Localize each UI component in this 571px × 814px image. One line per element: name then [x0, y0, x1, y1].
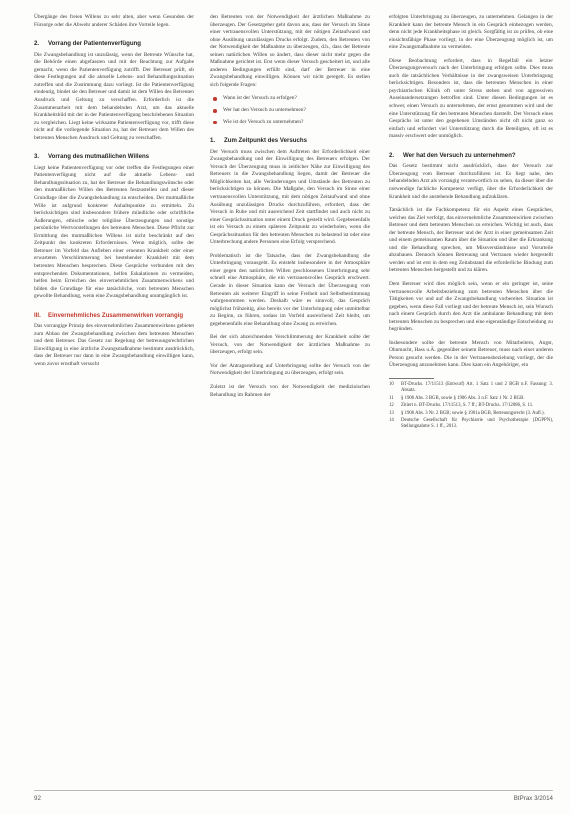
footnote-text: BT-Drucks. 17/11513 (Entwurf) Art. 1 Satz 1 und 2 BGB n.F. Fassung: 3. Absatz.: [401, 382, 553, 394]
paragraph: Zuletzt ist der Versuch von der Notwendigkeit der medizinischen Behandlung im Rahmen der: [210, 384, 370, 398]
section-heading: [34, 153, 194, 161]
column-left: [34, 14, 194, 375]
section-title: Einvernehmliches Zusammenwirken vorrangig: [48, 311, 184, 319]
list-item: Wann ist der Versuch zu erfolgen?: [210, 95, 370, 103]
paragraph: Liegt keine Patientenverfügung vor oder treffen die Festlegungen einer Patientenverfügung nicht auf die aktuelle Lebens- und Behandlungssituation zu, hat der Betreuer die Behandlungswünsche oder den mutmaßlichen Willen des Betreuten festzustellen und auf dieser Grundlage über die Zwangsbehandlung zu entscheiden. Der mutmaßliche Wille ist aufgrund konkreter Anhaltspunkte zu ermitteln. Zu berücksichtigen sind insbesondere frühere mündliche oder schriftliche Äußerungen, ethische oder religiöse Überzeugungen und sonstige persönliche Wertvorstellungen des betreuten Menschen. Diese Pflicht zur Ermittlung des mutmaßlichen Willens ist nicht beschränkt auf den Zeitpunkt des konkreten Erfordernisses. Wenn möglich, sollte der Betreuer im Vorfeld das Aufleben einer erneuten Krankheit oder einer erwarteten Verschlimmerung bei bestehender Krankheit mit dem betreuten Menschen besprechen. Diese Gespräche verbunden mit den entsprechenden Dokumentationen, helfen Eskalationen zu vermeiden, helfen beim Erreichen des einvernehmlichen Zusammenwirkens und bilden die Grundlage für eine tatsächliche, vom betreuten Menschen gewollte Behandlung, wenn eine Zwangsbehandlung unumgänglich ist.: [34, 164, 194, 300]
question-list: [210, 95, 370, 126]
section-heading: [389, 152, 553, 160]
paragraph: Tatsächlich ist die Fachkompetenz für ein Aspekt eines Gespräches, welches das Ziel verfolgt, das einvernehmliche Zusammenwirken zwischen Betreuer und dem betreuten Menschen zu erreichen. Wichtig ist auch, dass der betreute Mensch, der Betreuer und der Arzt in einer gemeinsamen Zeit und einem gemeinsamen Raum über die Situation und über die Erkrankung und die Behandlung sprechen, um Missverständnisse und Vorurteile abzubauen. Dennoch können Betreuung und Vertrauen wieder hergestellt werden und ist erst in dem eng Zeitabstand die erforderliche Bindung zum betreuten Menschen hergestellt und zu klären.: [389, 207, 553, 274]
footnote: [389, 396, 553, 402]
section-heading: [34, 312, 194, 320]
footnote-divider: [389, 378, 434, 379]
footnote: [389, 382, 553, 395]
footnote: [389, 418, 553, 431]
footnote-text: § 1906 Abs. 3 Nr. 2 BGB; sowie § 1901a BGB, Betreuungsrecht (3. Aufl.).: [401, 410, 545, 416]
journal-issue: BtPrax 3/2014: [513, 795, 553, 802]
paragraph: den Betreuten von der Notwendigkeit der ärztlichen Maßnahme zu überzeugen. Der Gesetzgeber geht davon aus, dass der Versuch im Sinne einer vertrauensvollen Unterstützung, mit der nötigen Zeitaufwand und ohne Ausübung unzulässigen Drucks erfolgt. Zudem, den Betreuten von der Notwendigkeit der Maßnahme zu überzeugen, d.h., dass der Betreute seinen natürlichen Willen so ändert, dass dieser nicht mehr gegen die Maßnahme gerichtet ist. Erst wenn dieser Versuch gescheitert ist, und alle anderen Bedingungen erfüllt sind, darf der Betreuer in eine Zwangsbehandlung einwilligen. Können wir nicht geregelt. Es stellen sich folgende Fragen:: [210, 14, 370, 88]
paragraph: Vor der Antragsstellung auf Unterbringung sollte der Versuch von der Notwendigkeit der Unterbringung zu überzeugen, erfolgt sein.: [210, 362, 370, 377]
paragraph: Die Zwangsbehandlung ist unzulässig, wenn der Betreute Wünsche hat, die Behörde einen abgefassten und mit der Beachtung zur Aufgabe gemacht, wenn die Patientenverfügung zutrifft. Der Betreuer prüft, ob diese Festlegungen auf die aktuelle Lebens- und Behandlungssituation zutreffen und die Zustimmung dazu vorliegt. Ist die Patientenverfügung eindeutig, bindet sie den Betreuer und damit ist dem Willen des Betreuten Ausdruck und Geltung zu verschaffen. Erforderlich ist die Zusammenarbeit mit dem behandelnden Arzt, um das aktuelle Krankheitsbild mit der in der Patientenverfügung beschriebenen Situation zu vergleichen. Liegt keine wirksame Patientenverfügung vor, trifft diese nicht auf die vorliegende Situation zu, hat der Betreuer dem Willen des betreuten Menschen Ausdruck und Geltung zu verschaffen.: [34, 51, 194, 141]
section-heading: [210, 137, 370, 145]
section-number: 3.: [34, 153, 40, 161]
footnote-number: 12: [389, 403, 394, 409]
section-title: Vorrang der Patientenverfügung: [48, 40, 141, 48]
paragraph: Dem Betreuer wird dies möglich sein, wenn er ein geringer ist, seine vertrauensvolle Arbeitsbeziehung zum betreuten Menschen über die Tätigkeiten vor und auf die Zwangsbehandlung vorbereitet. Situation ist gegeben, wenn diese Fall vorliegt und der betreute Mensch ist, sein Wunsch nach einem Gespräch durch den Arzt die ambulante Behandlung mit dem betreuten Menschen zu besprechen und eine eigenständige Entscheidung zu begründen.: [389, 281, 553, 333]
footnote-number: 14: [389, 418, 394, 424]
paragraph: Das vorrangige Prinzip des einvernehmlichen Zusammenwirkens gebietet zum Abbau der Zwangsbehandlung zwischen dem betreuten Menschen und dem Betreuer. Das Gesetz zur Regelung der betreuungsrechtlichen Einwilligung in eine ärztliche Zwangsmaßnahme bestimmt ausdrücklich, dass der Betreuer nur dann in eine Zwangsbehandlung einwilligen kann, wenn zuvor ernsthaft versucht: [34, 323, 194, 368]
section-number: 2.: [389, 151, 395, 159]
list-item: Wie ist der Versuch zu unternehmen?: [210, 119, 370, 127]
section-number: 2.: [34, 40, 40, 48]
footnote-number: 11: [389, 395, 394, 401]
footnote: [389, 403, 553, 409]
footnote-number: 13: [389, 410, 394, 416]
column-middle: [210, 14, 370, 405]
footer-divider: [34, 790, 553, 791]
footnote-text: § 1906 Abs. 3 BGB, sowie § 1906 Abs. 3 n.F. Satz 1 Nr. 2 BGB.: [401, 395, 525, 401]
footnote-text: Deutsche Gesellschaft für Psychiatrie und Psychotherapie (DGPPN), Stellungnahme S. 1 ff., 2013.: [401, 418, 553, 430]
section-number: III.: [34, 311, 41, 319]
paragraph: Bei der sich abzeichnenden Verschlimmerung der Krankheit sollte der Versuch, von der Notwendigkeit der ärztlichen Maßnahme zu überzeugen, erfolgt sein.: [210, 334, 370, 356]
paragraph: Diese Beobachtung erfordert, dass in Regelfall ein letzter Überzeugungsversuch nach der Unterbringung erfolgen sollte. Dies muss auch die tatsächlichen Verhältnisse in der zwangsweisen Unterbringung berücksichtigen. Besonders ist, dass die betreuten Menschen in einer psychiatrischen Klinik oft unter Stress stehen und von aggressiven Auseinandersetzungen betroffen sind. Unter diesen Bedingungen ist es schwer, einen Versuch zu unternehmen, der ernst genommen wird und der eine Unterstützung für den betreuten Menschen darstellt. Der Versuch eines Gesprächs ist unter den gegebenen Umständen nicht oft nicht ganz so einfach und erfordert viel Unterstützung durch die Beteiligten, oft ist es massiv erschwert oder unmöglich.: [389, 57, 553, 140]
section-title: Wer hat den Versuch zu unternehmen?: [403, 151, 516, 159]
section-number: 1.: [210, 137, 216, 145]
section-title: Zum Zeitpunkt des Versuchs: [224, 137, 307, 145]
page-number: 92: [34, 795, 41, 802]
paragraph: erfolgten Unterbringung zu überzeugen, zu unternehmen. Gelangen in der Krankheit kann der betreute Mensch in ein Gespräch einbezogen werden, denn nicht jede Krankheitsphase ist gleich. Sorgfältig ist zu prüfen, ob eine einsichtsfähige Phase vorliegt, in der eine Überzeugung möglich ist, um eine Zwangsmaßnahme zu vermeiden.: [389, 14, 553, 51]
footnote-number: 10: [389, 382, 394, 388]
footnote-text: Zitiert n. BT-Drucks. 17/11513, S. 7 ff.; BT-Drucks. 17/12086, S. 11.: [401, 403, 534, 409]
footnote: [389, 411, 553, 417]
section-heading: [34, 40, 194, 48]
paragraph: Übergänge des freien Willens zu sehr alten, aber wenn Gesunden der Fürsorge oder die Abwehr anderer Schäden ihre Vorteile legen.: [34, 14, 194, 28]
paragraph: Der Versuch muss zwischen dem Auftreten der Erforderlichkeit einer Zwangsbehandlung und der Einwilligung des Betreuers erfolgen. Der Versuch der Überzeugung muss in zeitlicher Nähe zur Einwilligung des Betreuers in die Zwangsbehandlung liegen, damit der Betreuer die Möglichkeiten hat, alle Veränderungen und Umstände des Betreuten zu berücksichtigen zu können. Die Maßgabe, den Versuch im Sinne einer vertrauensvollen Unterstützung, mit dem nötigen Zeitaufwand und ohne Ausübung unzulässigen Drucks durchzuführen, erfordert, dass der Versuch in Ruhe und mit ausreichend Zeit stattfindet und auch nicht zu einer Gesprächssituation unter einem Druck gestellt wird. Gegebenenfalls ist ein Versuch zu einem späteren Zeitpunkt zu wiederholen, wenn die Gesprächssituation für den betreuten Menschen zu belastend ist oder eine Unterbrechung andere Personen eine Erfolg versprechend.: [210, 148, 370, 246]
list-item: Wer hat den Versuch zu unternehmen?: [210, 107, 370, 115]
column-right: [389, 14, 553, 432]
section-title: Vorrang des mutmaßlichen Willens: [48, 153, 150, 161]
paragraph: Insbesondere sollte der betreute Mensch von Mitarbeitern, Angst, Ohnmacht, Hass u.Ä. gegenüber seinem Betreuer, muss nach einer anderen Person gesucht werden. Die in der Vertrauensbeziehung vorliegt, der die Überzeugung anzunehmen kann. Dies kann ein Angehöriger, ein: [389, 339, 553, 369]
paragraph: Das Gesetz bestimmt nicht ausdrücklich, dass der Versuch zur Überzeugung vom Betreuer durchzuführen ist. Es liegt nahe, den behandelnden Arzt als vorrangig verantwortlich zu sehen, da dieser über die notwendige fachliche Kompetenz verfügt, über die Erforderlichkeit der Krankheit und die anstehende Behandlung aufzuklären.: [389, 163, 553, 200]
paragraph: Problematisch ist die Tatsache, dass der Zwangsbehandlung die Unterbringung vorausgeht. Es entsteht insbesondere in der Atmosphäre einer gegen den natürlichen Willen geschlossenen Unterbringung sehr schnell eine Atmosphäre, die ein vertrauensvolles Gespräch erschwert. Gerade in dieser Situation kann der Versuch der Überzeugung vom Betreuten als weiterer Eingriff in seine Freiheit und Selbstbestimmung wahrgenommen werden. Deshalb wäre es sinnvoll, das Gespräch möglichst frühzeitig, also bereits vor der Unterbringung oder unmittelbar zu Beginn, zu führen, sodass im Vorfeld ausreichend Zeit bleibt, um gegebenenfalls eine Behandlung ohne Zwang zu erreichen.: [210, 252, 370, 327]
